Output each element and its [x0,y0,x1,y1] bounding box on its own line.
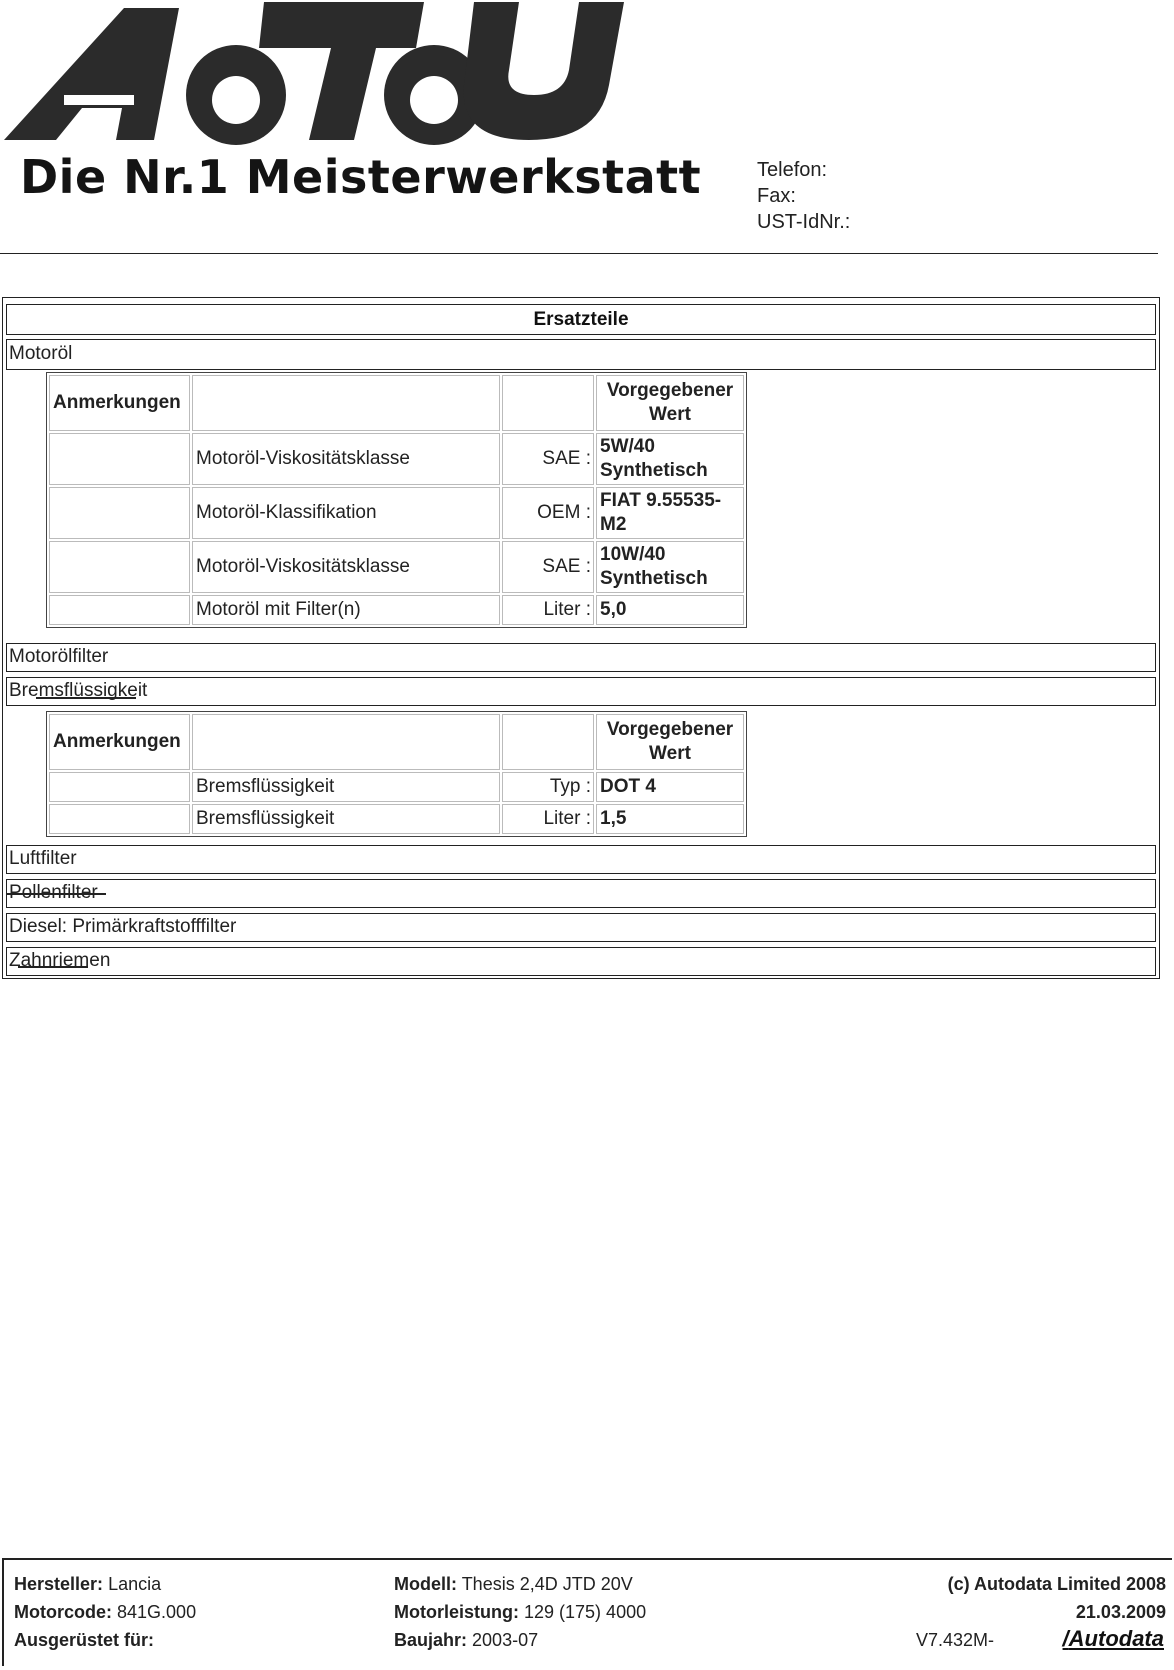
row-name: Motoröl-Viskositätsklasse [192,541,500,593]
hersteller-field: Hersteller: Lancia [14,1574,162,1594]
modell-field: Modell: Thesis 2,4D JTD 20V [394,1574,633,1594]
version-text: V7.432M- [916,1630,995,1650]
row-value: FIAT 9.55535- M2 [596,487,744,539]
table-row [49,804,744,834]
autodata-logo: /Autodata [1062,1626,1164,1651]
luftfilter-label: Luftfilter [9,848,77,869]
value-header: Vorgegebener Wert [596,714,744,770]
pollenfilter-label: Pollenfilter [9,882,98,903]
zahnriemen-section [6,947,1156,976]
row-value: 5,0 [596,595,744,625]
bremsfluessigkeit-table [46,711,747,837]
vehicle-info-footer [2,1558,1172,1666]
notes-header: Anmerkungen [49,375,190,431]
diesel-filter-section [6,913,1156,942]
motorcode-field: Motorcode: 841G.000 [14,1602,197,1622]
atu-logo [4,0,644,150]
copyright-text: (c) Autodata Limited 2008 [947,1574,1166,1594]
table-row [49,433,744,485]
row-unit: Typ : [502,772,594,802]
handwritten-strike [6,893,106,895]
baujahr-field: Baujahr: 2003-07 [394,1630,539,1650]
row-unit: Liter : [502,595,594,625]
table-row [49,487,744,539]
row-unit: Liter : [502,804,594,834]
bremsfluessigkeit-section [6,677,1156,706]
motoroelfilter-label: Motorölfilter [9,646,109,667]
motoroel-table [46,372,747,628]
handwritten-strike [36,697,136,699]
row-unit: SAE : [502,541,594,593]
header-divider [0,253,1158,254]
motorleistung-field: Motorleistung: 129 (175) 4000 [394,1602,647,1622]
tagline: Die Nr.1 Meisterwerkstatt [20,150,702,204]
row-unit: OEM : [502,487,594,539]
row-value: 1,5 [596,804,744,834]
motoroelfilter-section [6,643,1156,672]
row-value: DOT 4 [596,772,744,802]
handwritten-strike [18,966,88,968]
motoroel-label: Motoröl [9,343,73,364]
table-header-row [49,714,744,770]
zahnriemen-label: Zahnriemen [9,950,111,971]
table-row [49,772,744,802]
notes-header: Anmerkungen [49,714,190,770]
print-date: 21.03.2009 [1075,1602,1166,1622]
pollenfilter-section [6,879,1156,908]
motoroel-section [6,339,1156,370]
section-title: Ersatzteile [533,309,629,330]
row-unit: SAE : [502,433,594,485]
table-row [49,541,744,593]
ersatzteile-header [6,304,1156,335]
contact-block [757,157,850,235]
row-name: Bremsflüssigkeit [192,804,500,834]
telefon-label: Telefon: [757,159,828,181]
row-name: Motoröl mit Filter(n) [192,595,500,625]
luftfilter-section [6,845,1156,874]
row-name: Motoröl-Klassifikation [192,487,500,539]
bremsfluessigkeit-label: Bremsflüssigkeit [9,680,148,701]
table-row [49,595,744,625]
ust-id-label: UST-IdNr.: [757,211,851,233]
row-value: 5W/40 Synthetisch [596,433,744,485]
ausgeruestet-field: Ausgerüstet für: [14,1630,155,1650]
value-header: Vorgegebener Wert [596,375,744,431]
table-header-row [49,375,744,431]
diesel-filter-label: Diesel: Primärkraftstofffilter [9,916,237,937]
row-name: Motoröl-Viskositätsklasse [192,433,500,485]
fax-label: Fax: [757,185,796,207]
row-name: Bremsflüssigkeit [192,772,500,802]
row-value: 10W/40 Synthetisch [596,541,744,593]
